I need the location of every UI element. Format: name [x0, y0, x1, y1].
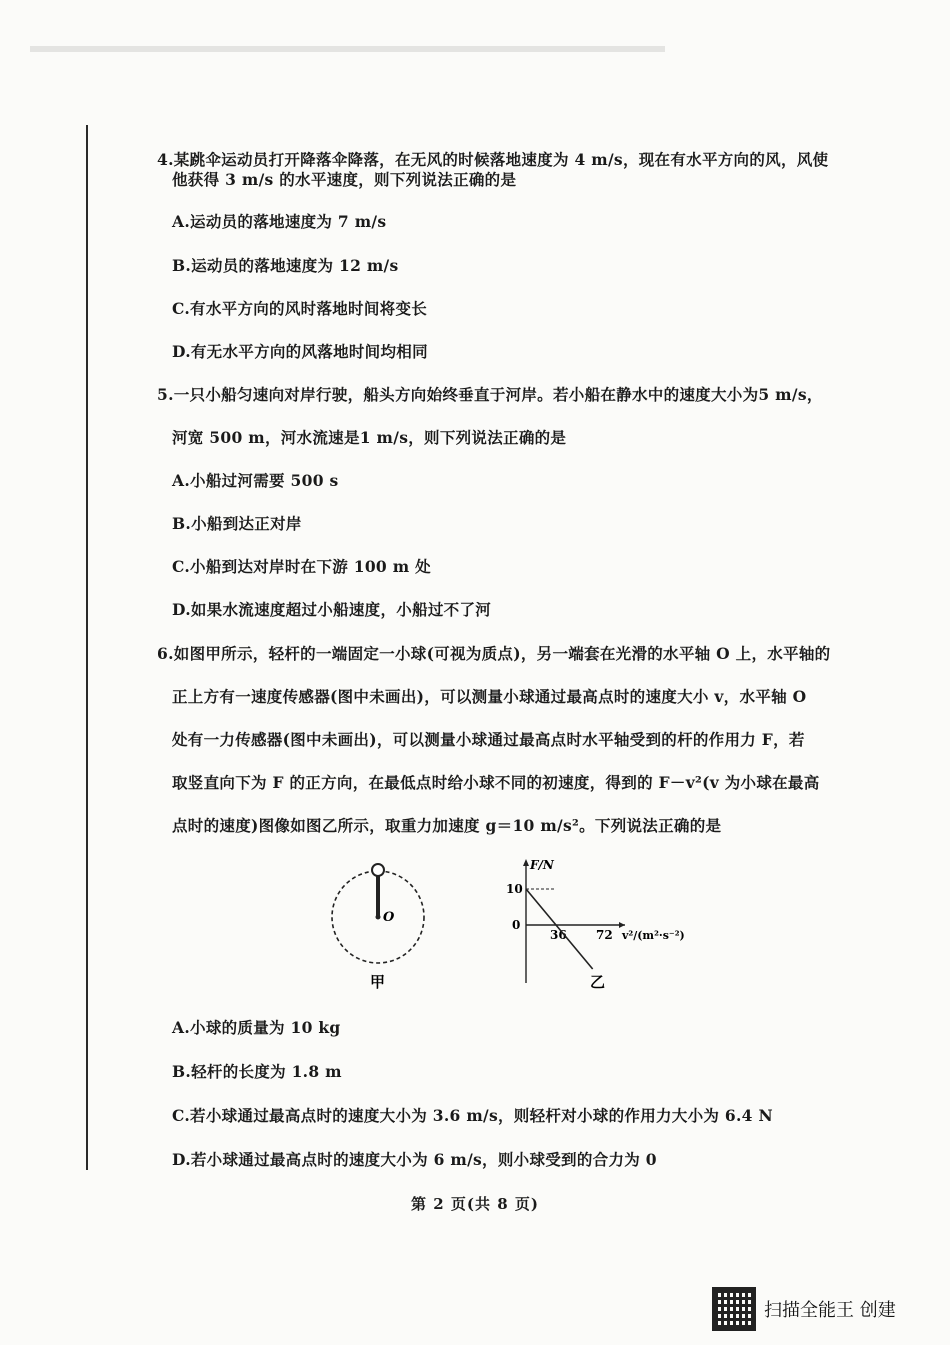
- page-footer: 第 2 页(共 8 页): [411, 1195, 539, 1213]
- q6-stem-line1: 6.如图甲所示，轻杆的一端固定一小球(可视为质点)，另一端套在光滑的水平轴 O 上，水平轴的: [157, 644, 831, 663]
- y-tick-10: 10: [506, 882, 523, 896]
- qr-code-icon: [712, 1287, 756, 1331]
- x-tick-72: 72: [596, 928, 613, 942]
- q6-stem-line5: 点时的速度)图像如图乙所示，取重力加速度 g＝10 m/s²。下列说法正确的是: [172, 816, 722, 835]
- q4-option-c: C.有水平方向的风时落地时间将变长: [172, 299, 428, 318]
- q4-stem-line1: 4.某跳伞运动员打开降落伞降落，在无风的时候落地速度为 4 m/s，现在有水平方向的风，风使: [157, 150, 829, 169]
- fig-left-label: 甲: [370, 973, 386, 991]
- scan-edge: [30, 46, 665, 52]
- ball: [372, 864, 384, 876]
- q5-option-a: A.小船过河需要 500 s: [172, 471, 339, 490]
- q6-stem-line4: 取竖直向下为 F 的正方向，在最低点时给小球不同的初速度，得到的 F－v²(v 为小球在最高: [172, 773, 820, 792]
- x-axis-label: v²/(m²·s⁻²): [622, 929, 685, 942]
- watermark-text: 扫描全能王 创建: [764, 1300, 896, 1321]
- origin-label: 0: [512, 918, 521, 932]
- y-axis-arrow: [523, 859, 529, 866]
- q6-stem-line2: 正上方有一速度传感器(图中未画出)，可以测量小球通过最高点时的速度大小 v，水平轴 O: [172, 687, 807, 706]
- fig-right-label: 乙: [590, 973, 606, 991]
- axis-o-label: O: [383, 910, 395, 925]
- f-v2-line: [526, 889, 593, 969]
- q5-stem-line2: 河宽 500 m，河水流速是1 m/s，则下列说法正确的是: [172, 428, 567, 447]
- q6-option-c: C.若小球通过最高点时的速度大小为 3.6 m/s，则轻杆对小球的作用力大小为 6.4 N: [172, 1106, 773, 1125]
- q5-option-b: B.小船到达正对岸: [172, 514, 302, 533]
- q4-option-d: D.有无水平方向的风落地时间均相同: [172, 342, 428, 361]
- q6-option-d: D.若小球通过最高点时的速度大小为 6 m/s，则小球受到的合力为 0: [172, 1150, 657, 1169]
- q5-option-d: D.如果水流速度超过小船速度，小船过不了河: [172, 600, 492, 619]
- scanner-watermark: [712, 1287, 896, 1331]
- q6-figure: [320, 855, 700, 995]
- q6-stem-line3: 处有一力传感器(图中未画出)，可以测量小球通过最高点时水平轴受到的杆的作用力 F，若: [172, 730, 805, 749]
- q5-option-c: C.小船到达对岸时在下游 100 m 处: [172, 557, 431, 576]
- q5-stem-line1: 5.一只小船匀速向对岸行驶，船头方向始终垂直于河岸。若小船在静水中的速度大小为5 m/s，: [157, 385, 823, 404]
- q6-option-a: A.小球的质量为 10 kg: [172, 1018, 341, 1037]
- x-tick-36: 36: [550, 928, 567, 942]
- q4-option-b: B.运动员的落地速度为 12 m/s: [172, 256, 399, 275]
- q4-option-a: A.运动员的落地速度为 7 m/s: [172, 212, 387, 231]
- margin-line: [86, 125, 88, 1170]
- q4-stem-line2: 他获得 3 m/s 的水平速度，则下列说法正确的是: [172, 170, 517, 189]
- axis-pivot: [376, 915, 381, 920]
- y-axis-label: F/N: [530, 858, 554, 872]
- x-axis-arrow: [619, 922, 625, 928]
- q6-option-b: B.轻杆的长度为 1.8 m: [172, 1062, 342, 1081]
